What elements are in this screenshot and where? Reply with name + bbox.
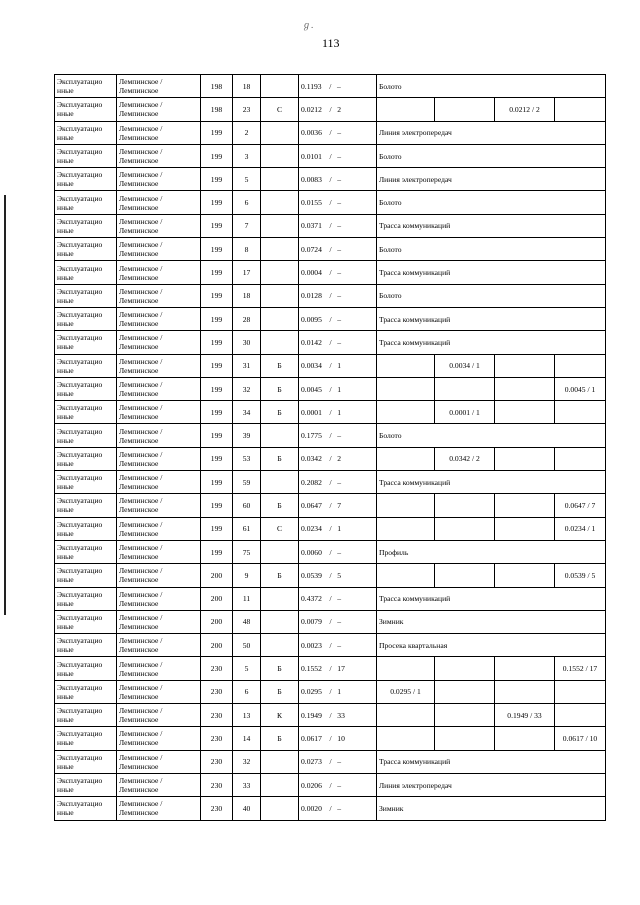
vydel-cell: 31 bbox=[233, 354, 261, 377]
vydel-cell: 59 bbox=[233, 471, 261, 494]
value-cell-4 bbox=[555, 98, 606, 121]
area-cell: 0.0142 / – bbox=[299, 331, 377, 354]
forestry-cell: Лемпинское / Лемпинское bbox=[117, 261, 201, 284]
category-cell: Эксплуатацио нные bbox=[55, 494, 117, 517]
category-cell: Эксплуатацио нные bbox=[55, 214, 117, 237]
category-cell: Эксплуатацио нные bbox=[55, 424, 117, 447]
table-row bbox=[55, 98, 606, 121]
table-row bbox=[55, 238, 606, 261]
letter-cell: Б bbox=[261, 354, 299, 377]
letter-cell: Б bbox=[261, 494, 299, 517]
table-row bbox=[55, 191, 606, 214]
category-cell: Эксплуатацио нные bbox=[55, 727, 117, 750]
value-cell-4 bbox=[555, 354, 606, 377]
purpose-cell: Трасса коммуникаций bbox=[377, 307, 606, 330]
purpose-cell: Трасса коммуникаций bbox=[377, 331, 606, 354]
category-cell: Эксплуатацио нные bbox=[55, 471, 117, 494]
purpose-cell: Болото bbox=[377, 284, 606, 307]
forestry-cell: Лемпинское / Лемпинское bbox=[117, 704, 201, 727]
area-cell: 0.0036 / – bbox=[299, 121, 377, 144]
forestry-cell: Лемпинское / Лемпинское bbox=[117, 238, 201, 261]
letter-cell bbox=[261, 773, 299, 796]
letter-cell bbox=[261, 471, 299, 494]
handwritten-mark: ℊ. bbox=[302, 20, 314, 30]
table-row bbox=[55, 471, 606, 494]
purpose-cell: Трасса коммуникаций bbox=[377, 750, 606, 773]
forestry-cell: Лемпинское / Лемпинское bbox=[117, 75, 201, 98]
category-cell: Эксплуатацио нные bbox=[55, 284, 117, 307]
table-row bbox=[55, 261, 606, 284]
forestry-cell: Лемпинское / Лемпинское bbox=[117, 564, 201, 587]
value-cell-4: 0.0617 / 10 bbox=[555, 727, 606, 750]
vydel-cell: 17 bbox=[233, 261, 261, 284]
kvartal-cell: 230 bbox=[201, 657, 233, 680]
kvartal-cell: 199 bbox=[201, 238, 233, 261]
value-cell-4: 0.0539 / 5 bbox=[555, 564, 606, 587]
category-cell: Эксплуатацио нные bbox=[55, 517, 117, 540]
letter-cell: Б bbox=[261, 657, 299, 680]
forestry-cell: Лемпинское / Лемпинское bbox=[117, 587, 201, 610]
letter-cell bbox=[261, 587, 299, 610]
kvartal-cell: 199 bbox=[201, 307, 233, 330]
value-cell-2 bbox=[435, 98, 495, 121]
kvartal-cell: 199 bbox=[201, 144, 233, 167]
letter-cell bbox=[261, 750, 299, 773]
vydel-cell: 18 bbox=[233, 75, 261, 98]
vydel-cell: 6 bbox=[233, 191, 261, 214]
kvartal-cell: 200 bbox=[201, 587, 233, 610]
table-row bbox=[55, 750, 606, 773]
forestry-cell: Лемпинское / Лемпинское bbox=[117, 121, 201, 144]
area-cell: 0.0371 / – bbox=[299, 214, 377, 237]
vydel-cell: 5 bbox=[233, 168, 261, 191]
kvartal-cell: 200 bbox=[201, 564, 233, 587]
forestry-cell: Лемпинское / Лемпинское bbox=[117, 494, 201, 517]
value-cell-3 bbox=[495, 401, 555, 424]
value-cell-1 bbox=[377, 401, 435, 424]
value-cell-3 bbox=[495, 657, 555, 680]
vydel-cell: 14 bbox=[233, 727, 261, 750]
area-cell: 0.0539 / 5 bbox=[299, 564, 377, 587]
kvartal-cell: 198 bbox=[201, 98, 233, 121]
category-cell: Эксплуатацио нные bbox=[55, 75, 117, 98]
forestry-cell: Лемпинское / Лемпинское bbox=[117, 307, 201, 330]
vydel-cell: 5 bbox=[233, 657, 261, 680]
forestry-cell: Лемпинское / Лемпинское bbox=[117, 168, 201, 191]
forestry-cell: Лемпинское / Лемпинское bbox=[117, 540, 201, 563]
value-cell-1 bbox=[377, 657, 435, 680]
forestry-cell: Лемпинское / Лемпинское bbox=[117, 214, 201, 237]
area-cell: 0.0724 / – bbox=[299, 238, 377, 261]
value-cell-1 bbox=[377, 377, 435, 400]
vydel-cell: 3 bbox=[233, 144, 261, 167]
vydel-cell: 13 bbox=[233, 704, 261, 727]
purpose-cell: Болото bbox=[377, 144, 606, 167]
forestry-cell: Лемпинское / Лемпинское bbox=[117, 797, 201, 820]
area-cell: 0.0273 / – bbox=[299, 750, 377, 773]
category-cell: Эксплуатацио нные bbox=[55, 144, 117, 167]
purpose-cell: Просека квартальная bbox=[377, 634, 606, 657]
table-row bbox=[55, 727, 606, 750]
table-row bbox=[55, 168, 606, 191]
value-cell-3 bbox=[495, 680, 555, 703]
letter-cell: Б bbox=[261, 727, 299, 750]
vydel-cell: 9 bbox=[233, 564, 261, 587]
value-cell-1 bbox=[377, 564, 435, 587]
kvartal-cell: 199 bbox=[201, 517, 233, 540]
value-cell-4 bbox=[555, 447, 606, 470]
value-cell-4: 0.0647 / 7 bbox=[555, 494, 606, 517]
table-row bbox=[55, 680, 606, 703]
purpose-cell: Линия электропередач bbox=[377, 121, 606, 144]
table-row bbox=[55, 214, 606, 237]
category-cell: Эксплуатацио нные bbox=[55, 540, 117, 563]
table-row bbox=[55, 564, 606, 587]
value-cell-3 bbox=[495, 494, 555, 517]
category-cell: Эксплуатацио нные bbox=[55, 331, 117, 354]
vydel-cell: 60 bbox=[233, 494, 261, 517]
value-cell-4 bbox=[555, 704, 606, 727]
value-cell-4 bbox=[555, 680, 606, 703]
kvartal-cell: 230 bbox=[201, 773, 233, 796]
kvartal-cell: 199 bbox=[201, 121, 233, 144]
letter-cell bbox=[261, 191, 299, 214]
value-cell-1 bbox=[377, 447, 435, 470]
category-cell: Эксплуатацио нные bbox=[55, 587, 117, 610]
area-cell: 0.0234 / 1 bbox=[299, 517, 377, 540]
value-cell-2: 0.0034 / 1 bbox=[435, 354, 495, 377]
kvartal-cell: 230 bbox=[201, 797, 233, 820]
value-cell-3 bbox=[495, 727, 555, 750]
vydel-cell: 39 bbox=[233, 424, 261, 447]
table-row bbox=[55, 657, 606, 680]
value-cell-2 bbox=[435, 704, 495, 727]
kvartal-cell: 230 bbox=[201, 680, 233, 703]
forestry-cell: Лемпинское / Лемпинское bbox=[117, 773, 201, 796]
purpose-cell: Линия электропередач bbox=[377, 168, 606, 191]
vydel-cell: 18 bbox=[233, 284, 261, 307]
area-cell: 0.4372 / – bbox=[299, 587, 377, 610]
table-row bbox=[55, 797, 606, 820]
category-cell: Эксплуатацио нные bbox=[55, 657, 117, 680]
area-cell: 0.0295 / 1 bbox=[299, 680, 377, 703]
purpose-cell: Зимник bbox=[377, 610, 606, 633]
forest-plot-table bbox=[54, 74, 606, 821]
category-cell: Эксплуатацио нные bbox=[55, 354, 117, 377]
forestry-cell: Лемпинское / Лемпинское bbox=[117, 144, 201, 167]
vydel-cell: 32 bbox=[233, 750, 261, 773]
table-row bbox=[55, 634, 606, 657]
category-cell: Эксплуатацио нные bbox=[55, 797, 117, 820]
letter-cell bbox=[261, 238, 299, 261]
kvartal-cell: 199 bbox=[201, 331, 233, 354]
table-row bbox=[55, 610, 606, 633]
letter-cell: Б bbox=[261, 401, 299, 424]
table-row bbox=[55, 144, 606, 167]
vydel-cell: 48 bbox=[233, 610, 261, 633]
vydel-cell: 75 bbox=[233, 540, 261, 563]
category-cell: Эксплуатацио нные bbox=[55, 564, 117, 587]
category-cell: Эксплуатацио нные bbox=[55, 261, 117, 284]
kvartal-cell: 199 bbox=[201, 354, 233, 377]
value-cell-3 bbox=[495, 354, 555, 377]
category-cell: Эксплуатацио нные bbox=[55, 98, 117, 121]
value-cell-2 bbox=[435, 494, 495, 517]
area-cell: 0.1193 / – bbox=[299, 75, 377, 98]
value-cell-3: 0.1949 / 33 bbox=[495, 704, 555, 727]
value-cell-4 bbox=[555, 401, 606, 424]
value-cell-3 bbox=[495, 517, 555, 540]
value-cell-1 bbox=[377, 98, 435, 121]
purpose-cell: Линия электропередач bbox=[377, 773, 606, 796]
category-cell: Эксплуатацио нные bbox=[55, 121, 117, 144]
vydel-cell: 7 bbox=[233, 214, 261, 237]
table-row bbox=[55, 284, 606, 307]
letter-cell: Б bbox=[261, 377, 299, 400]
value-cell-1: 0.0295 / 1 bbox=[377, 680, 435, 703]
category-cell: Эксплуатацио нные bbox=[55, 680, 117, 703]
vydel-cell: 32 bbox=[233, 377, 261, 400]
kvartal-cell: 199 bbox=[201, 377, 233, 400]
forestry-cell: Лемпинское / Лемпинское bbox=[117, 610, 201, 633]
kvartal-cell: 230 bbox=[201, 750, 233, 773]
value-cell-2 bbox=[435, 517, 495, 540]
letter-cell: Б bbox=[261, 564, 299, 587]
kvartal-cell: 199 bbox=[201, 191, 233, 214]
letter-cell bbox=[261, 307, 299, 330]
value-cell-4: 0.0234 / 1 bbox=[555, 517, 606, 540]
value-cell-3: 0.0212 / 2 bbox=[495, 98, 555, 121]
kvartal-cell: 198 bbox=[201, 75, 233, 98]
vydel-cell: 34 bbox=[233, 401, 261, 424]
table-row bbox=[55, 704, 606, 727]
purpose-cell: Трасса коммуникаций bbox=[377, 587, 606, 610]
value-cell-3 bbox=[495, 564, 555, 587]
table-row bbox=[55, 377, 606, 400]
letter-cell bbox=[261, 610, 299, 633]
purpose-cell: Трасса коммуникаций bbox=[377, 261, 606, 284]
value-cell-3 bbox=[495, 447, 555, 470]
value-cell-2 bbox=[435, 657, 495, 680]
value-cell-1 bbox=[377, 354, 435, 377]
letter-cell bbox=[261, 540, 299, 563]
purpose-cell: Болото bbox=[377, 238, 606, 261]
category-cell: Эксплуатацио нные bbox=[55, 307, 117, 330]
category-cell: Эксплуатацио нные bbox=[55, 704, 117, 727]
table-row bbox=[55, 540, 606, 563]
kvartal-cell: 199 bbox=[201, 494, 233, 517]
kvartal-cell: 230 bbox=[201, 704, 233, 727]
purpose-cell: Болото bbox=[377, 424, 606, 447]
area-cell: 0.0617 / 10 bbox=[299, 727, 377, 750]
table-row bbox=[55, 424, 606, 447]
category-cell: Эксплуатацио нные bbox=[55, 191, 117, 214]
value-cell-1 bbox=[377, 494, 435, 517]
forestry-cell: Лемпинское / Лемпинское bbox=[117, 471, 201, 494]
kvartal-cell: 230 bbox=[201, 727, 233, 750]
letter-cell: С bbox=[261, 98, 299, 121]
vydel-cell: 28 bbox=[233, 307, 261, 330]
area-cell: 0.0101 / – bbox=[299, 144, 377, 167]
letter-cell: К bbox=[261, 704, 299, 727]
purpose-cell: Профиль bbox=[377, 540, 606, 563]
forestry-cell: Лемпинское / Лемпинское bbox=[117, 401, 201, 424]
value-cell-1 bbox=[377, 704, 435, 727]
table-row bbox=[55, 121, 606, 144]
kvartal-cell: 199 bbox=[201, 168, 233, 191]
area-cell: 0.0020 / – bbox=[299, 797, 377, 820]
kvartal-cell: 200 bbox=[201, 634, 233, 657]
value-cell-4: 0.1552 / 17 bbox=[555, 657, 606, 680]
kvartal-cell: 199 bbox=[201, 447, 233, 470]
vydel-cell: 50 bbox=[233, 634, 261, 657]
purpose-cell: Зимник bbox=[377, 797, 606, 820]
forestry-cell: Лемпинское / Лемпинское bbox=[117, 727, 201, 750]
area-cell: 0.1949 / 33 bbox=[299, 704, 377, 727]
area-cell: 0.0342 / 2 bbox=[299, 447, 377, 470]
purpose-cell: Болото bbox=[377, 75, 606, 98]
vydel-cell: 33 bbox=[233, 773, 261, 796]
kvartal-cell: 199 bbox=[201, 424, 233, 447]
kvartal-cell: 199 bbox=[201, 540, 233, 563]
table-row bbox=[55, 447, 606, 470]
letter-cell bbox=[261, 168, 299, 191]
scan-edge-line bbox=[4, 195, 6, 615]
forestry-cell: Лемпинское / Лемпинское bbox=[117, 657, 201, 680]
value-cell-4: 0.0045 / 1 bbox=[555, 377, 606, 400]
vydel-cell: 40 bbox=[233, 797, 261, 820]
kvartal-cell: 199 bbox=[201, 284, 233, 307]
area-cell: 0.0095 / – bbox=[299, 307, 377, 330]
category-cell: Эксплуатацио нные bbox=[55, 401, 117, 424]
area-cell: 0.0212 / 2 bbox=[299, 98, 377, 121]
forestry-cell: Лемпинское / Лемпинское bbox=[117, 634, 201, 657]
forestry-cell: Лемпинское / Лемпинское bbox=[117, 98, 201, 121]
vydel-cell: 11 bbox=[233, 587, 261, 610]
table-row bbox=[55, 401, 606, 424]
letter-cell bbox=[261, 75, 299, 98]
value-cell-2: 0.0001 / 1 bbox=[435, 401, 495, 424]
value-cell-2 bbox=[435, 377, 495, 400]
purpose-cell: Трасса коммуникаций bbox=[377, 214, 606, 237]
vydel-cell: 61 bbox=[233, 517, 261, 540]
category-cell: Эксплуатацио нные bbox=[55, 634, 117, 657]
category-cell: Эксплуатацио нные bbox=[55, 377, 117, 400]
letter-cell: Б bbox=[261, 447, 299, 470]
purpose-cell: Болото bbox=[377, 191, 606, 214]
area-cell: 0.0647 / 7 bbox=[299, 494, 377, 517]
forestry-cell: Лемпинское / Лемпинское bbox=[117, 680, 201, 703]
area-cell: 0.0001 / 1 bbox=[299, 401, 377, 424]
area-cell: 0.2082 / – bbox=[299, 471, 377, 494]
table-row bbox=[55, 354, 606, 377]
category-cell: Эксплуатацио нные bbox=[55, 610, 117, 633]
value-cell-1 bbox=[377, 517, 435, 540]
area-cell: 0.0045 / 1 bbox=[299, 377, 377, 400]
area-cell: 0.0004 / – bbox=[299, 261, 377, 284]
table-row bbox=[55, 587, 606, 610]
value-cell-2 bbox=[435, 680, 495, 703]
table-row bbox=[55, 75, 606, 98]
value-cell-2 bbox=[435, 564, 495, 587]
forestry-cell: Лемпинское / Лемпинское bbox=[117, 377, 201, 400]
category-cell: Эксплуатацио нные bbox=[55, 750, 117, 773]
forestry-cell: Лемпинское / Лемпинское bbox=[117, 517, 201, 540]
table-row bbox=[55, 331, 606, 354]
letter-cell bbox=[261, 121, 299, 144]
category-cell: Эксплуатацио нные bbox=[55, 773, 117, 796]
area-cell: 0.1552 / 17 bbox=[299, 657, 377, 680]
letter-cell bbox=[261, 261, 299, 284]
kvartal-cell: 199 bbox=[201, 214, 233, 237]
letter-cell: Б bbox=[261, 680, 299, 703]
purpose-cell: Трасса коммуникаций bbox=[377, 471, 606, 494]
page-number: 113 bbox=[322, 36, 340, 50]
forestry-cell: Лемпинское / Лемпинское bbox=[117, 284, 201, 307]
vydel-cell: 30 bbox=[233, 331, 261, 354]
area-cell: 0.0206 / – bbox=[299, 773, 377, 796]
forestry-cell: Лемпинское / Лемпинское bbox=[117, 750, 201, 773]
table-row bbox=[55, 773, 606, 796]
table-row bbox=[55, 517, 606, 540]
category-cell: Эксплуатацио нные bbox=[55, 238, 117, 261]
letter-cell bbox=[261, 797, 299, 820]
table-body bbox=[55, 75, 606, 821]
letter-cell bbox=[261, 284, 299, 307]
area-cell: 0.0155 / – bbox=[299, 191, 377, 214]
category-cell: Эксплуатацио нные bbox=[55, 168, 117, 191]
letter-cell bbox=[261, 214, 299, 237]
letter-cell bbox=[261, 424, 299, 447]
forestry-cell: Лемпинское / Лемпинское bbox=[117, 354, 201, 377]
vydel-cell: 8 bbox=[233, 238, 261, 261]
value-cell-1 bbox=[377, 727, 435, 750]
vydel-cell: 53 bbox=[233, 447, 261, 470]
forestry-cell: Лемпинское / Лемпинское bbox=[117, 331, 201, 354]
letter-cell bbox=[261, 331, 299, 354]
forestry-cell: Лемпинское / Лемпинское bbox=[117, 424, 201, 447]
vydel-cell: 6 bbox=[233, 680, 261, 703]
forestry-cell: Лемпинское / Лемпинское bbox=[117, 191, 201, 214]
table-row bbox=[55, 494, 606, 517]
area-cell: 0.1775 / – bbox=[299, 424, 377, 447]
area-cell: 0.0128 / – bbox=[299, 284, 377, 307]
area-cell: 0.0079 / – bbox=[299, 610, 377, 633]
kvartal-cell: 199 bbox=[201, 261, 233, 284]
area-cell: 0.0083 / – bbox=[299, 168, 377, 191]
category-cell: Эксплуатацио нные bbox=[55, 447, 117, 470]
value-cell-3 bbox=[495, 377, 555, 400]
area-cell: 0.0023 / – bbox=[299, 634, 377, 657]
vydel-cell: 2 bbox=[233, 121, 261, 144]
letter-cell bbox=[261, 144, 299, 167]
kvartal-cell: 200 bbox=[201, 610, 233, 633]
vydel-cell: 23 bbox=[233, 98, 261, 121]
value-cell-2 bbox=[435, 727, 495, 750]
area-cell: 0.0034 / 1 bbox=[299, 354, 377, 377]
kvartal-cell: 199 bbox=[201, 401, 233, 424]
area-cell: 0.0060 / – bbox=[299, 540, 377, 563]
letter-cell: С bbox=[261, 517, 299, 540]
table-row bbox=[55, 307, 606, 330]
letter-cell bbox=[261, 634, 299, 657]
forestry-cell: Лемпинское / Лемпинское bbox=[117, 447, 201, 470]
value-cell-2: 0.0342 / 2 bbox=[435, 447, 495, 470]
kvartal-cell: 199 bbox=[201, 471, 233, 494]
